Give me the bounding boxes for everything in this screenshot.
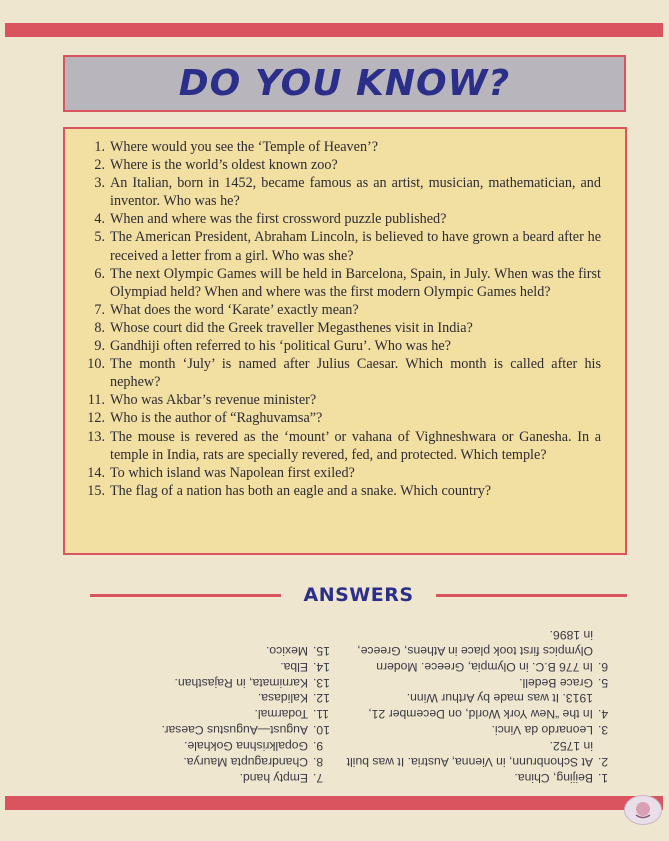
answer-text: In 776 B.C. in Olympia, Greece. Modern Olympics first took place in Athens, Greece, in 1896. [357,627,593,674]
question-text: When and where was the first crossword puzzle published? [110,211,447,228]
question-text: An Italian, born in 1452, became famous as an artist, musician, mathematician, and inventor. Who was he? [110,175,601,210]
heading-rule-right [436,594,627,597]
answers-heading: ANSWERS [303,584,414,606]
question-number: 12. [87,410,105,427]
answer-text: Chandragupta Maurya. [183,755,308,770]
question-item [81,301,601,319]
question-number: 3. [94,175,105,192]
answer-text: Mexico. [266,643,308,658]
question-number: 2. [94,157,105,174]
bottom-divider-stripe [5,796,663,810]
heading-rule-left [90,594,281,597]
answer-text: Empty hand. [239,771,308,785]
question-number: 6. [94,265,105,282]
question-number: 13. [87,428,105,445]
question-item [81,265,601,301]
question-item [81,138,601,156]
answer-text: August—Augustus Caesar. [161,723,308,738]
question-item [81,319,601,337]
answer-number: 4. [598,707,609,722]
answer-number: 14. [313,659,330,674]
question-number: 4. [94,211,105,228]
question-item [81,337,601,355]
question-text: Where would you see the ‘Temple of Heaven’? [110,139,379,155]
chandamama-logo-icon [624,795,662,825]
answer-item [85,690,335,706]
answer-number: 11. [313,707,330,722]
question-number: 11. [87,392,105,409]
answer-item [345,690,620,722]
answer-text: In the “New York World, on December 21, 1913. It was made by Arthur Winn. [368,691,593,722]
answer-item [345,769,620,785]
question-text: The month ‘July’ is named after Julius Caesar. Which month is called after his nephew? [110,356,601,391]
answer-item [345,674,620,690]
answer-number: 2. [598,755,609,770]
answer-number: 13. [313,675,330,690]
question-item [81,174,601,210]
question-text: Who is the author of “Raghuvamsa”? [110,410,323,427]
question-item [81,482,601,500]
question-text: Who was Akbar’s revenue minister? [110,392,317,409]
answer-item [345,626,620,674]
answer-text: At Schonbrunn, in Vienna, Austria. It was built in 1752. [346,739,593,770]
questions-box [63,127,627,555]
question-item [81,464,601,482]
question-text: The flag of a nation has both an eagle and a snake. Which country? [110,482,492,499]
answer-item [85,674,335,690]
question-number: 7. [94,301,105,318]
answers-column-2 [85,615,335,785]
answer-text: Leonardo da Vinci. [491,723,593,738]
question-text: What does the word ‘Karate’ exactly mean? [110,301,359,318]
answer-item [85,705,335,721]
answer-number: 7. [313,771,324,785]
answer-item [85,769,335,785]
question-number: 8. [94,319,105,336]
question-item [81,156,601,174]
answer-number: 9. [313,739,324,754]
answer-number: 10. [313,723,330,738]
question-item [81,210,601,228]
answers-column-1 [345,615,620,785]
question-number: 5. [94,229,105,246]
question-text: Whose court did the Greek traveller Megasthenes visit in India? [110,319,473,336]
answer-item [85,737,335,753]
answer-item [85,753,335,769]
answer-number: 5. [598,675,609,690]
question-item [81,228,601,264]
question-number: 15. [87,482,105,499]
question-text: Gandhiji often referred to his ‘political Guru’. Who was he? [110,338,451,355]
answer-text: Gopalkrishna Gokhale. [184,739,308,754]
answer-text: Beijing, China. [514,771,593,785]
answer-item [85,721,335,737]
answer-item [85,658,335,674]
answer-text: Elba. [280,659,308,674]
question-item [81,355,601,391]
answer-text: Kalidasa. [257,691,308,706]
answers-heading-row [90,582,627,608]
answer-text: Grace Bedell. [519,675,593,690]
answer-number: 3. [598,723,609,738]
question-item [81,409,601,427]
answer-text: Todarmal. [254,707,308,722]
answer-number: 15. [313,643,330,658]
page-title: DO YOU KNOW? [178,63,511,104]
answer-item [345,721,620,737]
question-number: 1. [94,139,105,155]
question-text: The next Olympic Games will be held in Barcelona, Spain, in July. When was the first Olympiad held? When and where was the first modern Olympic Games held? [110,265,601,300]
answer-text: Karnimata, in Rajasthan. [174,675,308,690]
question-number: 9. [94,338,105,355]
answer-item [85,642,335,658]
question-item [81,391,601,409]
answer-number: 8. [313,755,324,770]
question-text: The American President, Abraham Lincoln, is believed to have grown a beard after he received a letter from a girl. Who was she? [110,229,601,264]
question-item [81,428,601,464]
answers-upside-down [85,615,620,785]
question-number: 14. [87,464,105,481]
answer-item [345,737,620,769]
question-text: Where is the world’s oldest known zoo? [110,157,338,174]
question-number: 10. [87,356,105,373]
answer-number: 6. [598,659,609,674]
answer-number: 12. [313,691,330,706]
title-banner [63,55,626,112]
top-divider-stripe [5,23,663,37]
question-text: The mouse is revered as the ‘mount’ or vahana of Vighneshwara or Ganesha. In a temple in India, rats are specially revered, fed, and protected. Which temple? [110,428,601,463]
question-text: To which island was Napolean first exiled? [110,464,355,481]
answer-number: 1. [598,771,609,785]
